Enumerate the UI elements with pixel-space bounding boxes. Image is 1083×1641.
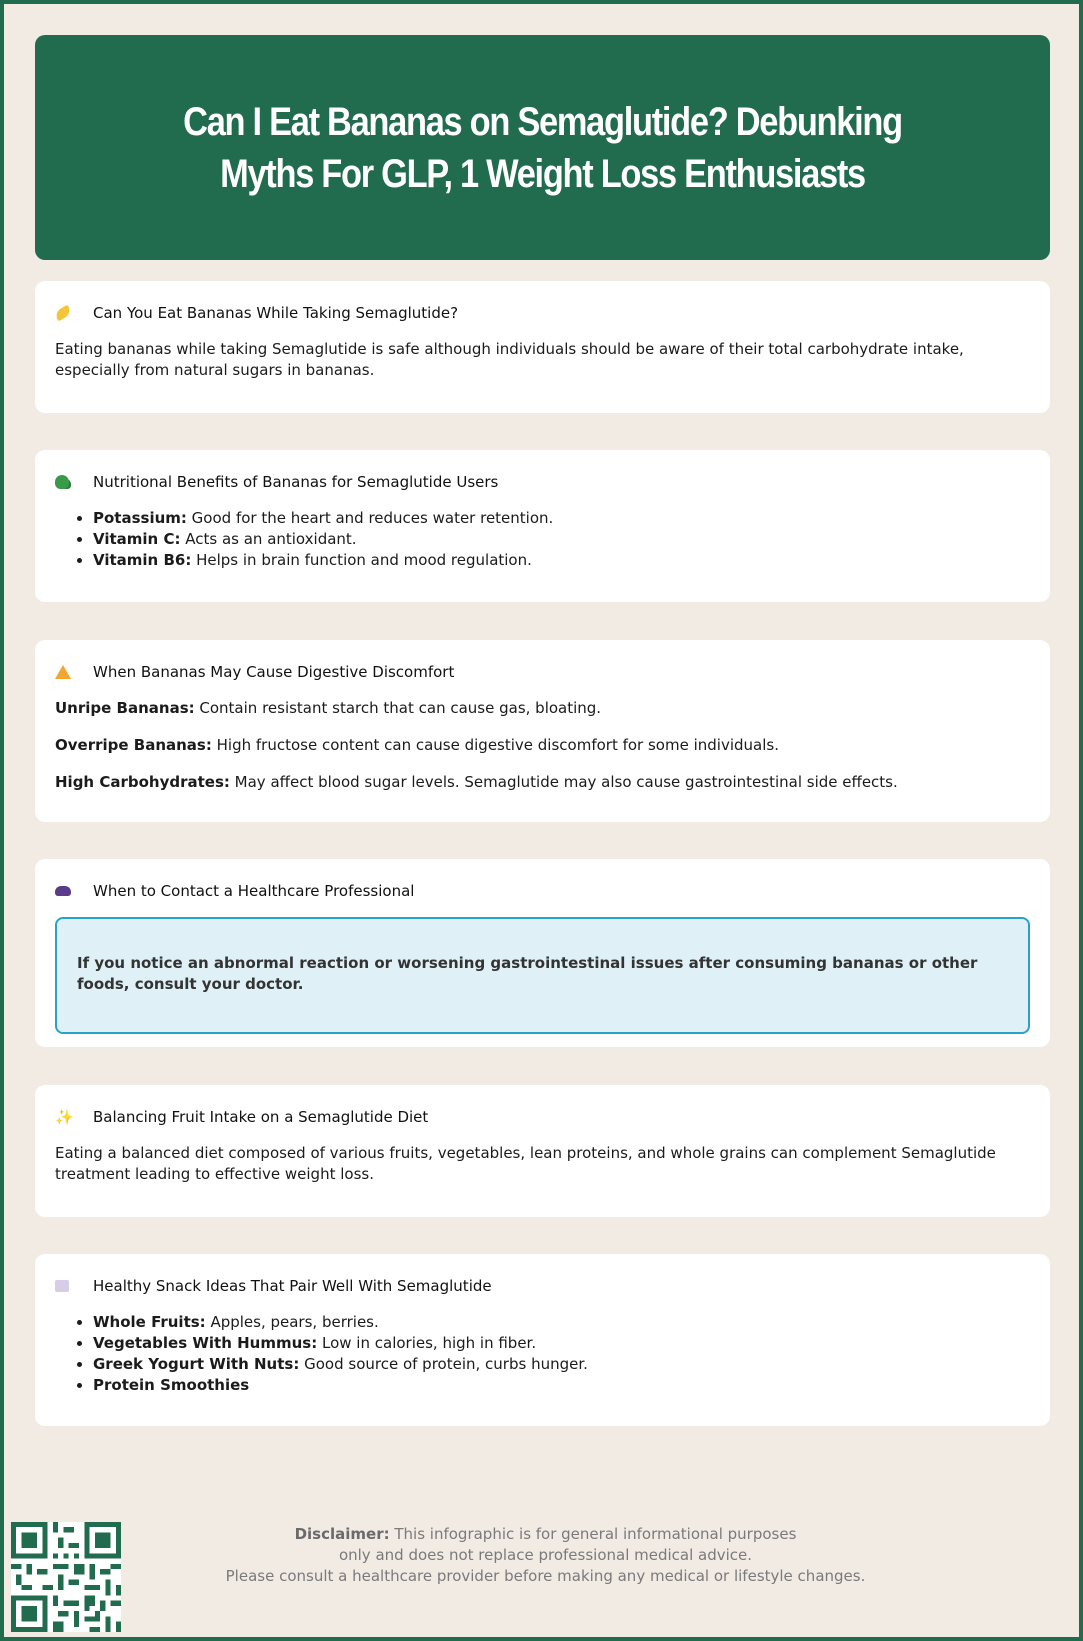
section-balancing-fruit — [35, 1085, 1050, 1217]
section-title: Can You Eat Bananas While Taking Semaglutide? — [93, 304, 459, 322]
disclaimer-line: Disclaimer: This infographic is for general informational purposes — [294, 1525, 797, 1543]
section-digestive-discomfort — [35, 640, 1050, 822]
header-banner — [35, 35, 1050, 260]
sparkle-icon: ✨ — [55, 1107, 74, 1126]
section-contact-professional — [35, 859, 1050, 1047]
banana-icon — [55, 303, 85, 323]
section-text: Eating bananas while taking Semaglutide is safe although individuals should be aware of their total carbohydrate intake, especially from natural sugars in bananas. — [55, 340, 964, 379]
list-item: • Vegetables With Hummus: Low in calories, high in fiber. — [93, 1333, 1030, 1354]
section-title: Nutritional Benefits of Bananas for Semaglutide Users — [93, 473, 499, 491]
disclaimer — [4, 1524, 1083, 1587]
list-item: • Vitamin C: Acts as an antioxidant. — [93, 529, 1030, 550]
page-title: Can I Eat Bananas on Semaglutide? Debunking Myths For GLP, 1 Weight Loss Enthusiasts — [183, 99, 902, 196]
list-item: • Greek Yogurt With Nuts: Good source of protein, curbs hunger. — [93, 1354, 1030, 1375]
benefits-list — [55, 508, 1030, 571]
plate-icon — [55, 1276, 85, 1296]
disclaimer-label: Disclaimer: — [294, 1525, 390, 1543]
section-header — [55, 879, 1030, 903]
disclaimer-line: Please consult a healthcare provider before making any medical or lifestyle changes. — [225, 1567, 866, 1585]
section-snack-ideas — [35, 1254, 1050, 1426]
section-can-you-eat — [35, 281, 1050, 413]
callout-box: If you notice an abnormal reaction or worsening gastrointestinal issues after consuming bananas or other foods, consult your doctor. — [55, 917, 1030, 1034]
warning-icon — [55, 662, 85, 682]
section-title: When Bananas May Cause Digestive Discomfort — [93, 663, 455, 681]
section-text: Eating a balanced diet composed of various fruits, vegetables, lean proteins, and whole grains can complement Semaglutide treatment leading to effective weight loss. — [55, 1144, 996, 1183]
section-header — [55, 1105, 1030, 1129]
list-item: • Protein Smoothies — [93, 1375, 1030, 1396]
section-header — [55, 1274, 1030, 1298]
section-header — [55, 301, 1030, 325]
section-title: When to Contact a Healthcare Professional — [93, 882, 415, 900]
list-item: • Whole Fruits: Apples, pears, berries. — [93, 1312, 1030, 1333]
broccoli-icon — [55, 472, 85, 492]
snacks-list — [55, 1312, 1030, 1396]
discomfort-item: Unripe Bananas: Contain resistant starch that can cause gas, bloating. — [55, 699, 602, 717]
section-header — [55, 660, 1030, 684]
section-nutritional-benefits — [35, 450, 1050, 602]
discomfort-item: High Carbohydrates: May affect blood sugar levels. Semaglutide may also cause gastrointestinal side effects. — [55, 773, 898, 791]
list-item: • Potassium: Good for the heart and reduces water retention. — [93, 508, 1030, 529]
disclaimer-line: only and does not replace professional medical advice. — [338, 1546, 753, 1564]
section-header — [55, 470, 1030, 494]
section-title: Balancing Fruit Intake on a Semaglutide Diet — [93, 1108, 429, 1126]
discomfort-item: Overripe Bananas: High fructose content can cause digestive discomfort for some individuals. — [55, 736, 779, 754]
section-title: Healthy Snack Ideas That Pair Well With Semaglutide — [93, 1277, 492, 1295]
people-icon — [55, 881, 85, 901]
list-item: • Vitamin B6: Helps in brain function and mood regulation. — [93, 550, 1030, 571]
